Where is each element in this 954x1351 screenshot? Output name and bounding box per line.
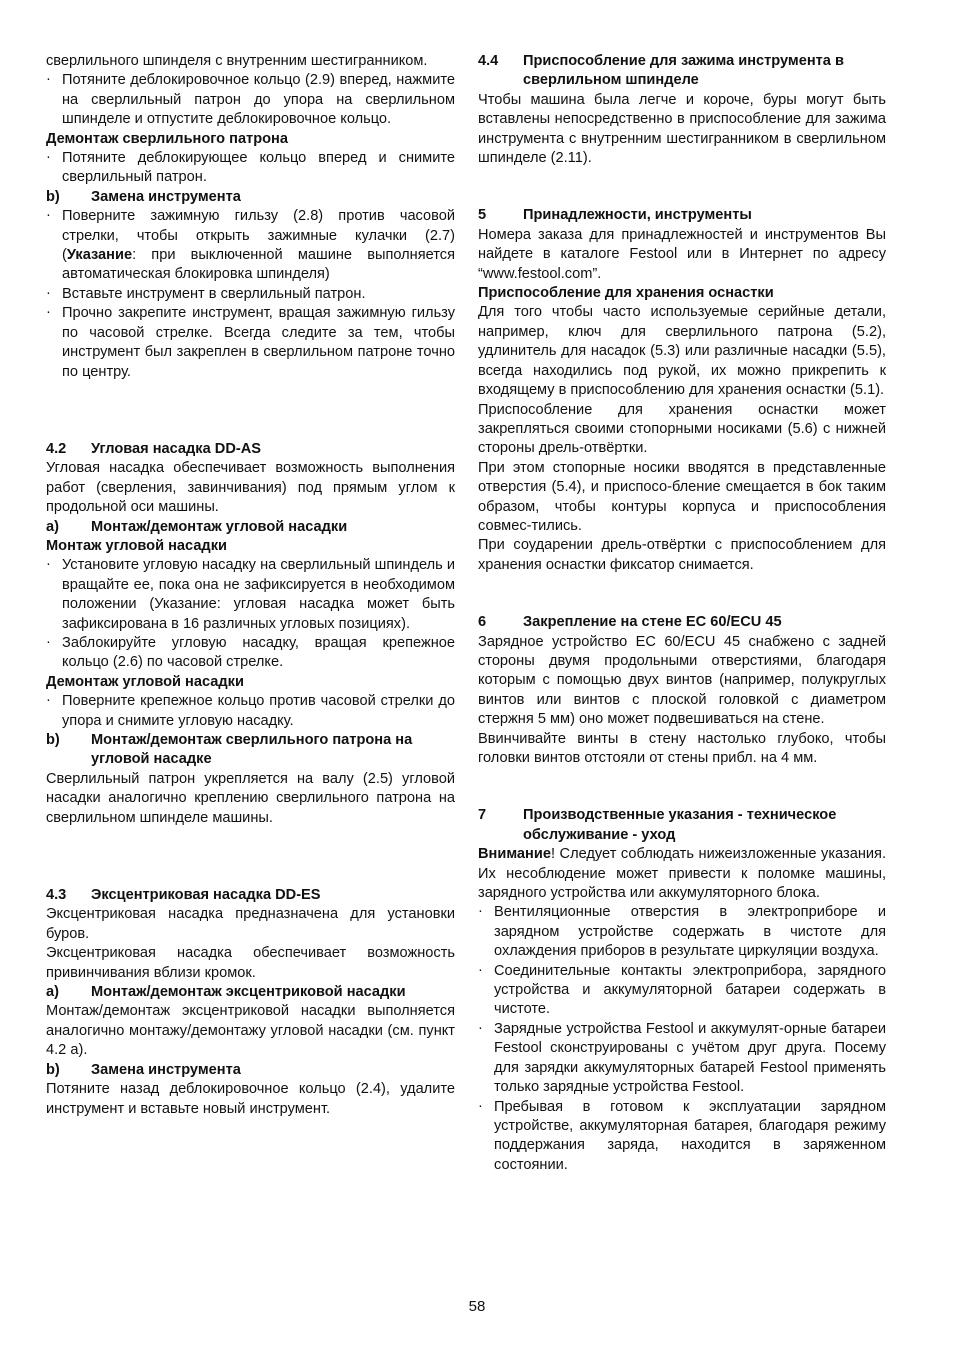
- paragraph: Сверлильный патрон укрепляется на валу (2.5) угловой насадки аналогично креплению сверлильного патрона на сверлильном шпинделе машины.: [46, 770, 455, 826]
- text: ! Следует соблюдать нижеизложенные указания. Их несоблюдение может привести к поломке машины, зарядного устройства или аккумуляторного блока.: [478, 846, 886, 902]
- bullet-item: · Заблокируйте угловую насадку, вращая крепежное кольцо (2.6) по часовой стрелке.: [46, 634, 455, 673]
- section-heading-4-3: [46, 886, 455, 905]
- heading-title: Закрепление на стене EC 60/ECU 45: [523, 614, 782, 631]
- heading-title: Замена инструмента: [91, 188, 241, 205]
- right-column: [478, 52, 886, 1175]
- bullet-item: · Вставьте инструмент в сверлильный патрон.: [46, 285, 455, 304]
- heading-title: Замена инструмента: [91, 1061, 241, 1078]
- heading-title: Монтаж/демонтаж эксцентриковой насадки: [91, 984, 406, 1001]
- paragraph: Ввинчивайте винты в стену настолько глубоко, чтобы головки винтов отстояли от стены прибл. на 4 мм.: [478, 730, 886, 766]
- text: : при выключенной машине выполняется автоматическая блокировка шпинделя): [62, 247, 455, 283]
- heading-number: 6: [478, 614, 487, 631]
- heading-number: a): [46, 518, 59, 535]
- heading-number: 4.4: [478, 53, 499, 69]
- paragraph: Приспособление для хранения оснастки может закрепляться своими стопорными носиками (5.6) с нижней стороны дрель-отвёртки.: [478, 401, 886, 457]
- paragraph: Чтобы машина была легче и короче, буры могут быть вставлены непосредственно в приспособление для зажима инструмента с внутренним шестигранником в сверлильном шпинделе (2.11).: [478, 91, 886, 167]
- bullet-item: · Соединительные контакты электроприбора, зарядного устройства и аккумуляторной батареи содержать в чистоте.: [478, 962, 886, 1020]
- text: Поверните зажимную гильзу (2.8) против часовой стрелки, чтобы открыть зажимные кулачки (2.7) (: [62, 208, 455, 264]
- page-number: 58: [468, 1298, 486, 1315]
- paragraph: Зарядное устройство EC 60/ECU 45 снабжено с задней стороны двумя продольными отверстиями, благодаря которым с помощью двух винтов (например, полукруглых винтов или винтов с плоской головкой с диаметром стержня 5 мм) оно может подвешиваться на стене.: [478, 633, 886, 728]
- bullet-item: [46, 207, 455, 285]
- bullet-item: · Зарядные устройства Festool и аккумулят-орные батареи Festool сконструированы с учётом друг друга. Посему для зарядки аккумуляторных батарей Festool применять только зарядные устройства Festool.: [478, 1020, 886, 1098]
- keyword: Внимание: [478, 846, 551, 863]
- section-heading-7: [478, 806, 886, 845]
- heading-title: Принадлежности, инструменты: [523, 207, 752, 224]
- section-heading-4-3-b: [46, 1061, 455, 1080]
- paragraph: Эксцентриковая насадка обеспечивает возможность привинчивания вблизи кромок.: [46, 945, 455, 981]
- subheading: Демонтаж сверлильного патрона: [46, 130, 288, 147]
- paragraph: Эксцентриковая насадка предназначена для установки буров.: [46, 906, 455, 942]
- heading-number: b): [46, 732, 60, 748]
- bullet-item: · Поверните крепежное кольцо против часовой стрелки до упора и снимите угловую насадку.: [46, 692, 455, 731]
- heading-title: Производственные указания - техническое обслуживание - уход: [523, 807, 837, 843]
- section-heading-4-4: [478, 52, 886, 91]
- paragraph: [478, 845, 886, 903]
- section-heading-4-2-a: [46, 518, 455, 537]
- paragraph: Для того чтобы часто используемые серийные детали, например, ключ для сверлильного патрона (5.2), удлинитель для насадок (5.3) или различные насадки (5.5), всегда находились под рукой, их можно прикрепить к входящему в приспособлению для хранения оснастки (5.1).: [478, 304, 886, 399]
- heading-number: 4.3: [46, 887, 67, 904]
- keyword: Указание: [66, 247, 133, 264]
- bullet-item: · Установите угловую насадку на сверлильный шпиндель и вращайте ее, пока она не зафиксируется в необходимом положении (Указание: угловая насадка может быть зафиксирована в 16 различных угловых позициях).: [46, 556, 455, 634]
- section-heading-4-2-b: [46, 731, 455, 770]
- heading-number: b): [46, 188, 60, 205]
- subheading: Приспособление для хранения оснастки: [478, 285, 774, 302]
- heading-title: Приспособление для зажима инструмента в сверлильном шпинделе: [523, 53, 844, 89]
- heading-number: 7: [478, 807, 487, 824]
- paragraph: Номера заказа для принадлежностей и инструментов Вы найдете в каталоге Festool или в Интернет по адресу “www.festool.com”.: [478, 226, 886, 282]
- left-column: [46, 52, 455, 1119]
- section-heading-6: [478, 613, 886, 632]
- paragraph: Монтаж/демонтаж эксцентриковой насадки выполняется аналогично монтажу/демонтажу угловой насадки (см. пункт 4.2 а).: [46, 1003, 455, 1059]
- paragraph: Угловая насадка обеспечивает возможность выполнения работ (сверления, завинчивания) под прямым углом к продольной оси машины.: [46, 460, 455, 516]
- heading-number: 4.2: [46, 440, 67, 457]
- bullet-item: · Потяните деблокирующее кольцо вперед и снимите сверлильный патрон.: [46, 149, 455, 188]
- paragraph: сверлильного шпинделя с внутренним шестигранником.: [46, 53, 428, 69]
- paragraph: При соударении дрель-отвёртки с приспособлением для хранения оснастки фиксатор снимается.: [478, 537, 886, 573]
- heading-title: Угловая насадка DD-AS: [91, 440, 261, 457]
- bullet-item: · Вентиляционные отверстия в электроприборе и зарядном устройстве содержать в чистоте для охлаждения приборов в результате циркуляции воздуха.: [478, 903, 886, 961]
- subheading: Монтаж угловой насадки: [46, 537, 227, 554]
- heading-number: a): [46, 984, 59, 1001]
- heading-title: Эксцентриковая насадка DD-ES: [91, 887, 321, 904]
- bullet-item: · Потяните деблокировочное кольцо (2.9) вперед, нажмите на сверлильный патрон до упора на сверлильном шпинделе и отпустите деблокировочное кольцо.: [46, 71, 455, 129]
- heading-title: Монтаж/демонтаж угловой насадки: [91, 518, 348, 535]
- section-heading-4-2: [46, 440, 455, 459]
- bullet-item: · Прочно закрепите инструмент, вращая зажимную гильзу по часовой стрелке. Всегда следите за тем, чтобы инструмент был закреплен в сверлильном патроне точно по центру.: [46, 304, 455, 382]
- section-heading-5: [478, 206, 886, 225]
- heading-title: Монтаж/демонтаж сверлильного патрона на угловой насадке: [91, 732, 413, 768]
- heading-number: 5: [478, 207, 487, 224]
- bullet-item: · Пребывая в готовом к эксплуатации зарядном устройстве, аккумуляторная батарея, благодаря режиму поддержания заряда, находится в заряженном состоянии.: [478, 1098, 886, 1176]
- paragraph: Потяните назад деблокировочное кольцо (2.4), удалите инструмент и вставьте новый инструмент.: [46, 1081, 455, 1117]
- section-heading-4-3-a: [46, 983, 455, 1002]
- subheading: Демонтаж угловой насадки: [46, 673, 244, 690]
- heading-number: b): [46, 1061, 60, 1078]
- section-heading-b: [46, 188, 455, 207]
- paragraph: При этом стопорные носики вводятся в представленные отверстия (5.4), и приспосо-бление смещается в бок таким образом, чтобы контуры корпуса и приспособления совмес-тились.: [478, 459, 886, 534]
